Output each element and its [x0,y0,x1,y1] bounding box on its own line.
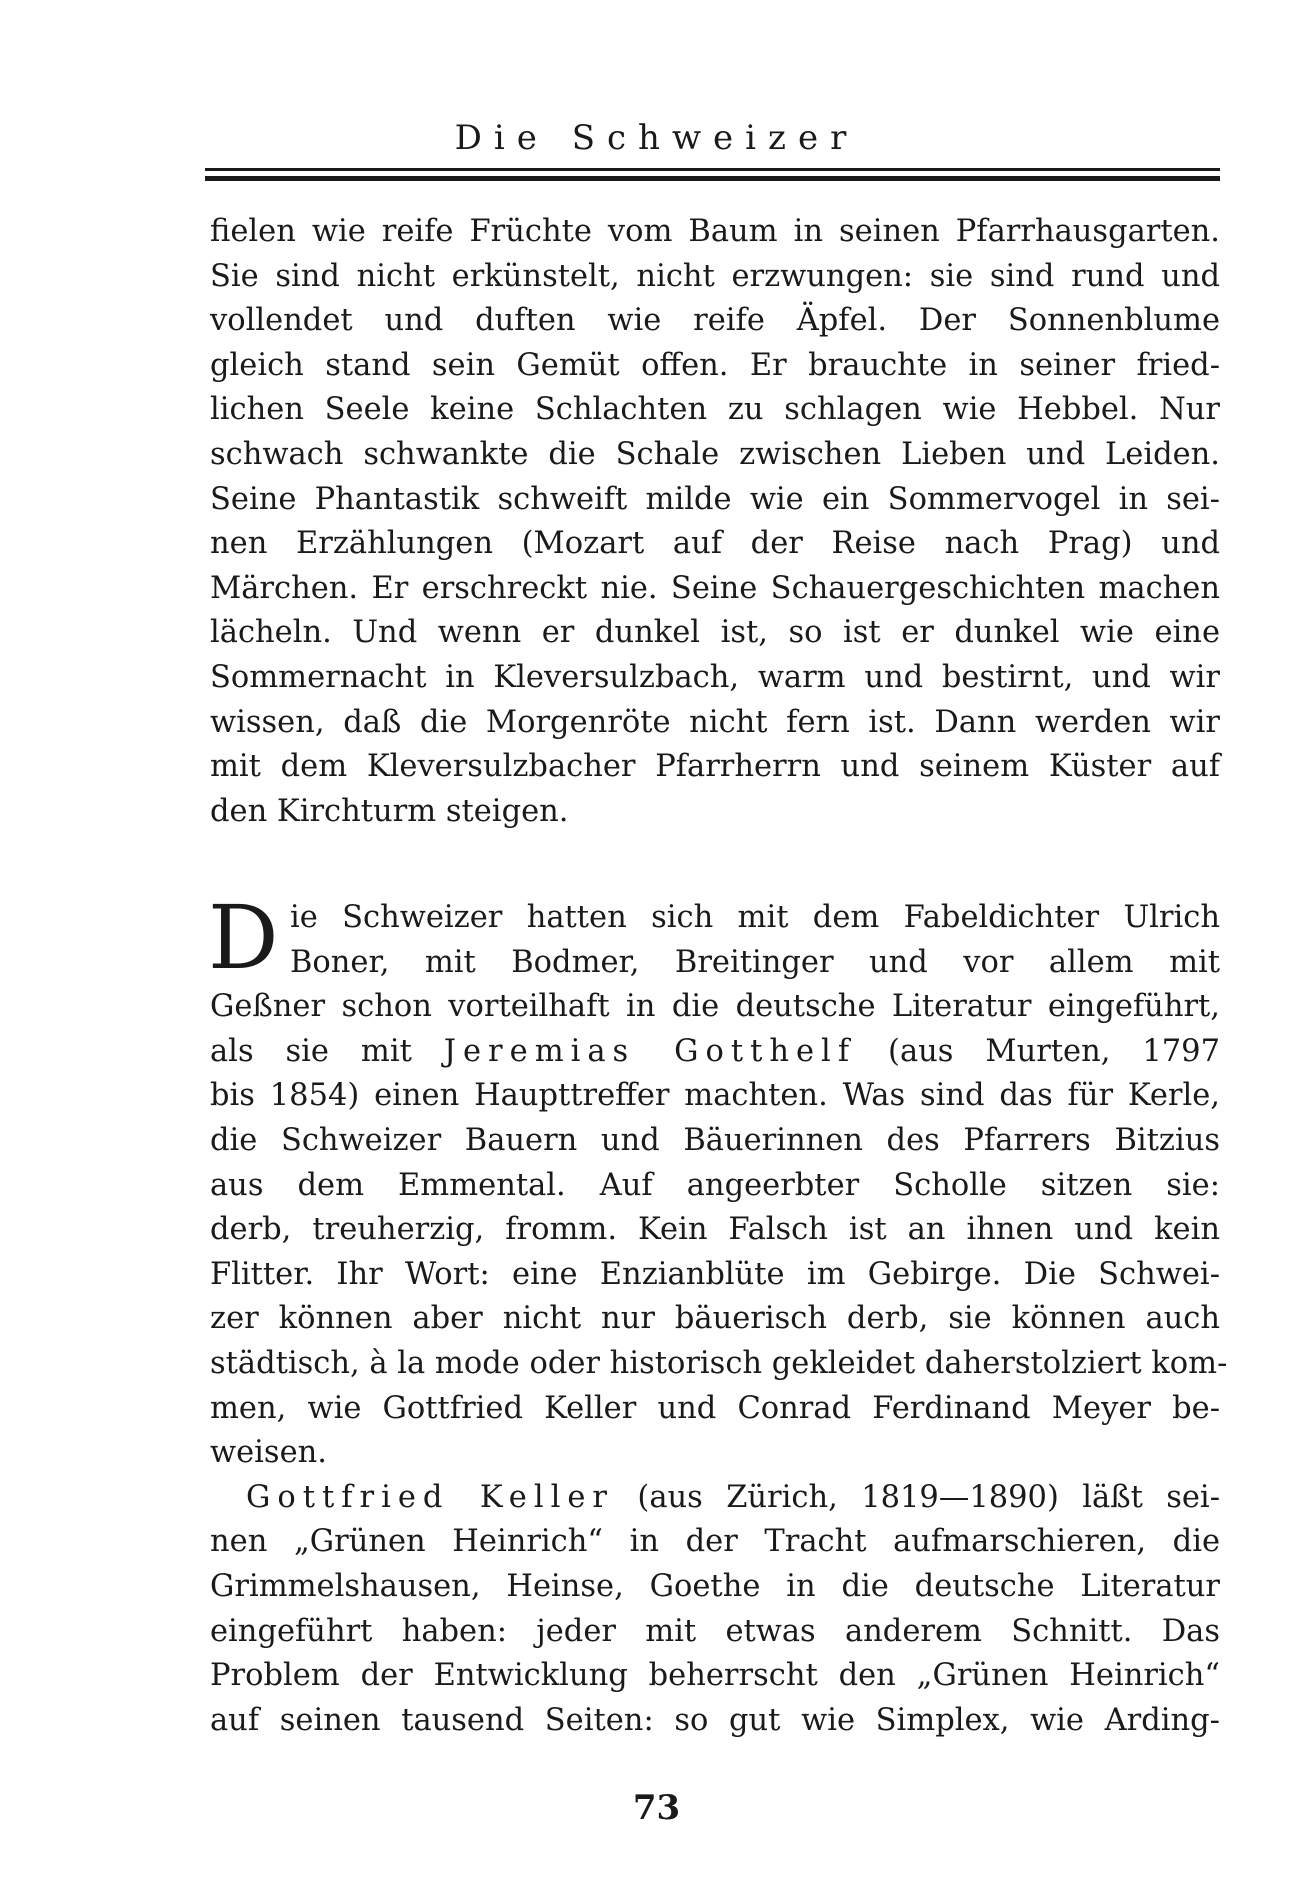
text-run: (aus Murten, 1797 [856,1033,1220,1069]
text-line: eingeführt haben: jeder mit etwas anderem Schnitt. Das [210,1613,1220,1649]
text-line: ie Schweizer hatten sich mit dem Fabeldichter Ulrich [290,900,1220,935]
text-line: lächeln. Und wenn er dunkel ist, so ist er dunkel wie eine [210,615,1220,651]
text-run: (aus Zürich, 1819—1890) läßt sei- [614,1479,1220,1515]
text-line: Sie sind nicht erkünstelt, nicht erzwungen: sie sind rund und [210,258,1220,294]
text-line: mit dem Kleversulzbacher Pfarrherrn und seinem Küster auf [210,749,1220,785]
text-line: den Kirchturm steigen. [210,793,569,829]
text-line: gleich stand sein Gemüt offen. Er brauchte in seiner fried- [210,347,1220,383]
header-rule-thick [205,176,1220,181]
text-line [210,1476,1220,1521]
text-line: Boner, mit Bodmer, Breitinger und vor allem mit [290,944,1220,980]
text-line: nen Erzählungen (Mozart auf der Reise nach Prag) und [210,526,1220,562]
paragraph-moerike [210,210,1220,834]
text-line: schwach schwankte die Schale zwischen Lieben und Leiden. [210,436,1220,472]
text-line: zer können aber nicht nur bäuerisch derb, sie können auch [210,1301,1220,1337]
header-rule-thin [205,168,1220,171]
text-line: Märchen. Er erschreckt nie. Seine Schauergeschichten machen [210,570,1220,606]
text-line: derb, treuherzig, fromm. Kein Falsch ist an ihnen und kein [210,1212,1220,1248]
text-line: lichen Seele keine Schlachten zu schlagen wie Hebbel. Nur [210,392,1220,428]
text-run: als sie mit [210,1033,444,1069]
text-line: men, wie Gottfried Keller und Conrad Ferdinand Meyer be- [210,1390,1220,1426]
text-line: die Schweizer Bauern und Bäuerinnen des Pfarrers Bitzius [210,1122,1220,1158]
page-number: 73 [632,1788,681,1828]
author-name-gotthelf: Jeremias Gotthelf [443,1033,857,1069]
running-header: Die Schweizer [454,118,859,158]
text-line: fielen wie reife Früchte vom Baum in seinen Pfarrhausgarten. [210,214,1220,249]
text-line [210,1030,1220,1075]
paragraph-schweizer [208,886,1228,1743]
text-line: städtisch, à la mode oder historisch gekleidet daherstolziert kom- [210,1345,1228,1381]
text-line: Seine Phantastik schweift milde wie ein Sommervogel in sei- [210,481,1220,517]
text-line: vollendet und duften wie reife Äpfel. Der Sonnenblume [210,303,1220,339]
text-line: weisen. [210,1435,327,1471]
author-name-keller: Gottfried Keller [246,1479,615,1515]
drop-cap: D [208,886,279,989]
text-line: Problem der Entwicklung beherrscht den „Grünen Heinrich“ [210,1658,1220,1694]
text-line: Geßner schon vorteilhaft in die deutsche Literatur eingeführt, [210,989,1220,1025]
text-line: bis 1854) einen Haupttreffer machten. Was sind das für Kerle, [210,1078,1220,1114]
text-line: Grimmelshausen, Heinse, Goethe in die deutsche Literatur [210,1568,1220,1604]
text-line: auf seinen tausend Seiten: so gut wie Simplex, wie Arding- [210,1702,1220,1738]
text-line: nen „Grünen Heinrich“ in der Tracht aufmarschieren, die [210,1524,1220,1560]
text-line: Flitter. Ihr Wort: eine Enzianblüte im Gebirge. Die Schwei- [210,1256,1220,1292]
text-line: wissen, daß die Morgenröte nicht fern ist. Dann werden wir [210,704,1220,740]
text-line: aus dem Emmental. Auf angeerbter Scholle sitzen sie: [210,1167,1220,1203]
text-line: Sommernacht in Kleversulzbach, warm und bestirnt, und wir [210,659,1220,695]
